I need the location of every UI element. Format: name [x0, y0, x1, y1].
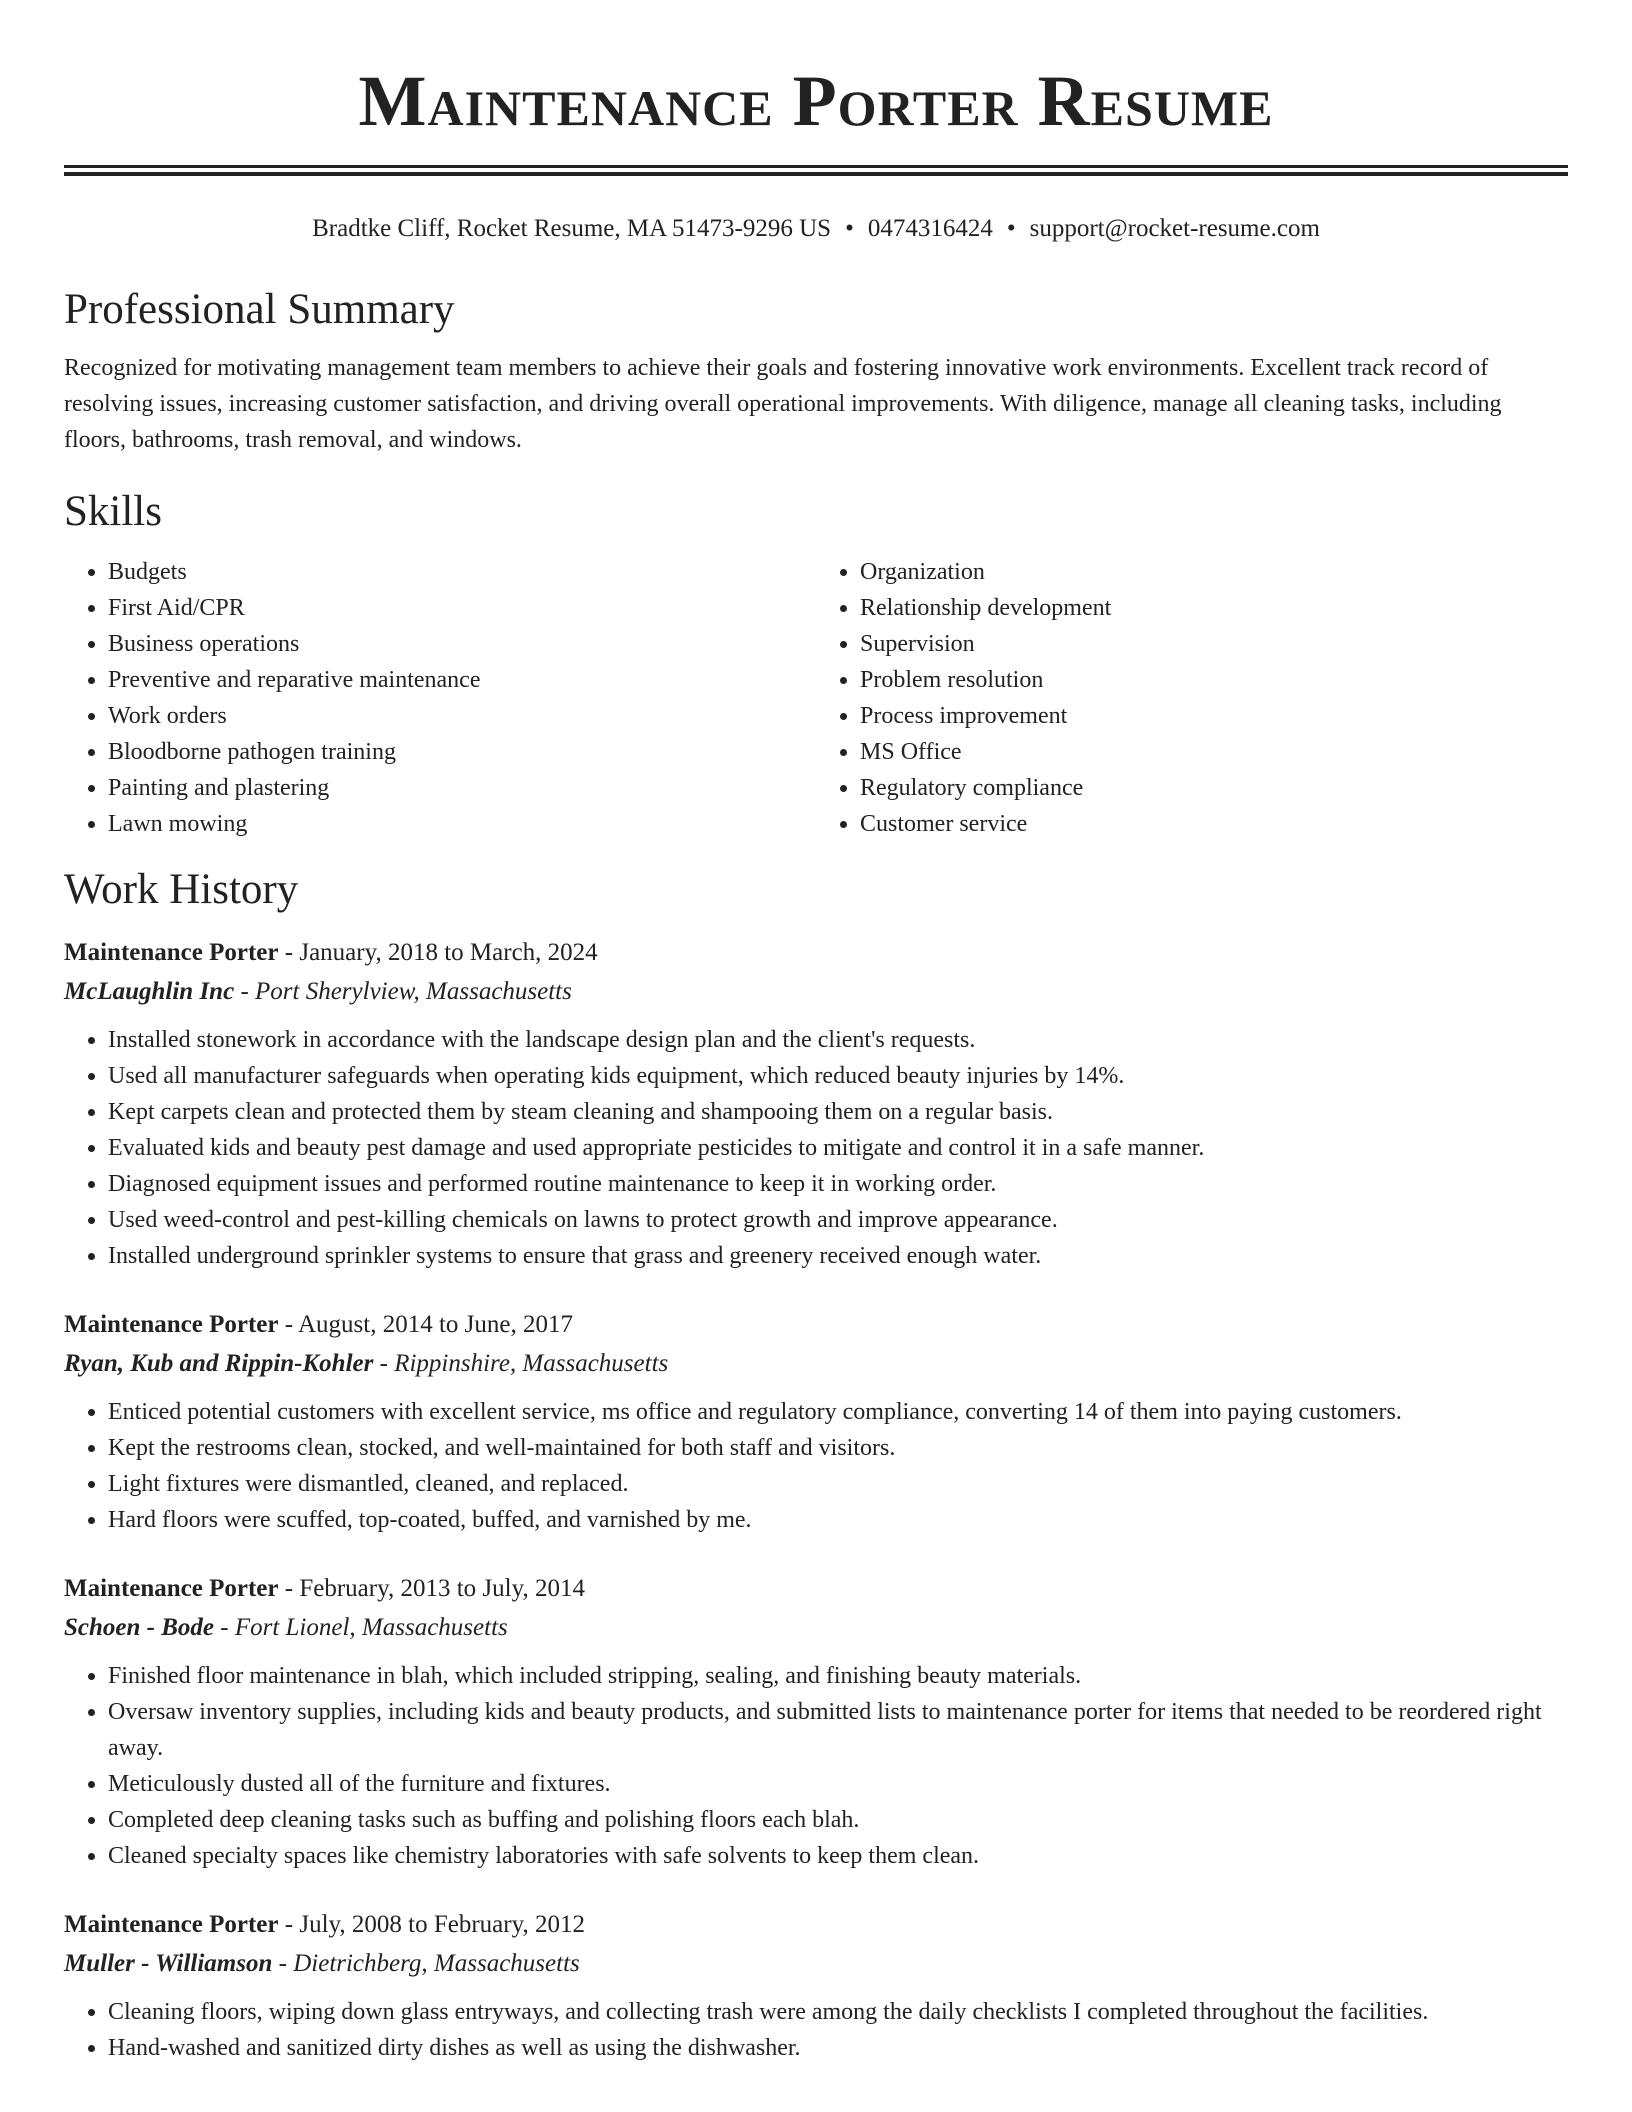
job-title-line: Maintenance Porter - January, 2018 to March, 2024	[64, 939, 598, 966]
job-location: Port Sherylview, Massachusetts	[255, 978, 572, 1005]
skill-item: • Bloodborne pathogen training	[108, 734, 816, 770]
job-dates: February, 2013 to July, 2014	[299, 1575, 585, 1602]
contact-phone: 0474316424	[867, 215, 993, 242]
skill-item: • Customer service	[860, 806, 1568, 842]
job-title-line: Maintenance Porter - July, 2008 to February, 2012	[64, 1911, 585, 1938]
skills-section	[64, 486, 1568, 842]
job-entry	[64, 1306, 1568, 1538]
job-company: Muller - Williamson	[64, 1950, 273, 1977]
job-entry	[64, 934, 1568, 1274]
job-bullet: • Light fixtures were dismantled, cleaned, and replaced.	[108, 1466, 1568, 1502]
skill-item: • MS Office	[860, 734, 1568, 770]
job-bullet: • Hand-washed and sanitized dirty dishes as well as using the dishwasher.	[108, 2030, 1568, 2066]
job-role: Maintenance Porter	[64, 1311, 279, 1338]
skill-item: • Painting and plastering	[108, 770, 816, 806]
skill-item: • Business operations	[108, 626, 816, 662]
skill-item: • Lawn mowing	[108, 806, 816, 842]
skill-item: • Problem resolution	[860, 662, 1568, 698]
job-bullet: • Used weed-control and pest-killing chemicals on lawns to protect growth and improve appearance.	[108, 1202, 1568, 1238]
job-entry	[64, 1906, 1568, 2066]
job-company: McLaughlin Inc	[64, 978, 235, 1005]
job-bullet: • Diagnosed equipment issues and performed routine maintenance to keep it in working order.	[108, 1166, 1568, 1202]
job-bullet: • Used all manufacturer safeguards when operating kids equipment, which reduced beauty injuries by 14%.	[108, 1058, 1568, 1094]
contact-separator: •	[845, 215, 854, 242]
skill-item: • Supervision	[860, 626, 1568, 662]
job-bullet: • Cleaning floors, wiping down glass entryways, and collecting trash were among the daily checklists I completed throughout the facilities.	[108, 1994, 1568, 2030]
skill-item: • First Aid/CPR	[108, 590, 816, 626]
job-bullet: • Installed underground sprinkler systems to ensure that grass and greenery received enough water.	[108, 1238, 1568, 1274]
job-location: Dietrichberg, Massachusetts	[293, 1950, 580, 1977]
job-bullet: • Meticulously dusted all of the furniture and fixtures.	[108, 1766, 1568, 1802]
work-history-section	[64, 864, 1568, 2066]
job-location: Fort Lionel, Massachusetts	[234, 1614, 508, 1641]
job-company: Schoen - Bode	[64, 1614, 214, 1641]
skills-heading: Skills	[64, 488, 162, 535]
job-title-line: Maintenance Porter - August, 2014 to June, 2017	[64, 1311, 573, 1338]
contact-line	[64, 214, 1568, 244]
job-bullets	[64, 1022, 1568, 1274]
summary-section	[64, 284, 1568, 458]
job-company-line: Muller - Williamson - Dietrichberg, Massachusetts	[64, 1950, 580, 1977]
summary-text: Recognized for motivating management team members to achieve their goals and fostering innovative work environments. Excellent track record of resolving issues, increasing customer satisfaction, and driving overall operational improvements. With diligence, manage all cleaning tasks, including floors, bathrooms, trash removal, and windows.	[64, 355, 1502, 453]
job-bullet: • Kept the restrooms clean, stocked, and well-maintained for both staff and visitors.	[108, 1430, 1568, 1466]
job-bullet: • Enticed potential customers with excellent service, ms office and regulatory compliance, converting 14 of them into paying customers.	[108, 1394, 1568, 1430]
job-role: Maintenance Porter	[64, 939, 279, 966]
contact-address: Bradtke Cliff, Rocket Resume, MA 51473-9296 US	[312, 215, 832, 242]
resume-title: Maintenance Porter Resume	[358, 61, 1274, 141]
job-bullet: • Finished floor maintenance in blah, which included stripping, sealing, and finishing beauty materials.	[108, 1658, 1568, 1694]
job-dates: July, 2008 to February, 2012	[299, 1911, 585, 1938]
job-bullets	[64, 1658, 1568, 1874]
contact-email: support@rocket-resume.com	[1029, 215, 1320, 242]
skill-item: • Organization	[860, 554, 1568, 590]
job-title-line: Maintenance Porter - February, 2013 to July, 2014	[64, 1575, 585, 1602]
skills-columns	[64, 554, 1568, 842]
job-bullet: • Installed stonework in accordance with the landscape design plan and the client's requests.	[108, 1022, 1568, 1058]
job-entry	[64, 1570, 1568, 1874]
job-dates: August, 2014 to June, 2017	[297, 1311, 573, 1338]
job-company-line: McLaughlin Inc - Port Sherylview, Massachusetts	[64, 978, 572, 1005]
work-history-heading: Work History	[64, 866, 299, 913]
job-bullet: • Hard floors were scuffed, top-coated, buffed, and varnished by me.	[108, 1502, 1568, 1538]
job-role: Maintenance Porter	[64, 1575, 279, 1602]
skills-right-list	[816, 554, 1568, 842]
skills-left-list	[64, 554, 816, 842]
job-bullets	[64, 1394, 1568, 1538]
job-company-line: Schoen - Bode - Fort Lionel, Massachusetts	[64, 1614, 508, 1641]
job-bullet: • Kept carpets clean and protected them by steam cleaning and shampooing them on a regular basis.	[108, 1094, 1568, 1130]
job-bullet: • Cleaned specialty spaces like chemistry laboratories with safe solvents to keep them clean.	[108, 1838, 1568, 1874]
job-role: Maintenance Porter	[64, 1911, 279, 1938]
job-location: Rippinshire, Massachusetts	[394, 1350, 669, 1377]
skill-item: • Relationship development	[860, 590, 1568, 626]
summary-heading: Professional Summary	[64, 286, 455, 333]
skill-item: • Work orders	[108, 698, 816, 734]
title-double-rule	[64, 165, 1568, 176]
job-company-line: Ryan, Kub and Rippin-Kohler - Rippinshire, Massachusetts	[64, 1350, 669, 1377]
skill-item: • Process improvement	[860, 698, 1568, 734]
job-bullet: • Oversaw inventory supplies, including kids and beauty products, and submitted lists to maintenance porter for items that needed to be reordered right away.	[108, 1694, 1568, 1766]
skill-item: • Preventive and reparative maintenance	[108, 662, 816, 698]
job-company: Ryan, Kub and Rippin-Kohler	[64, 1350, 374, 1377]
job-bullet: • Evaluated kids and beauty pest damage and used appropriate pesticides to mitigate and control it in a safe manner.	[108, 1130, 1568, 1166]
job-bullet: • Completed deep cleaning tasks such as buffing and polishing floors each blah.	[108, 1802, 1568, 1838]
job-dates: January, 2018 to March, 2024	[299, 939, 598, 966]
skill-item: • Budgets	[108, 554, 816, 590]
contact-separator: •	[1006, 215, 1016, 242]
job-bullets	[64, 1994, 1568, 2066]
skill-item: • Regulatory compliance	[860, 770, 1568, 806]
